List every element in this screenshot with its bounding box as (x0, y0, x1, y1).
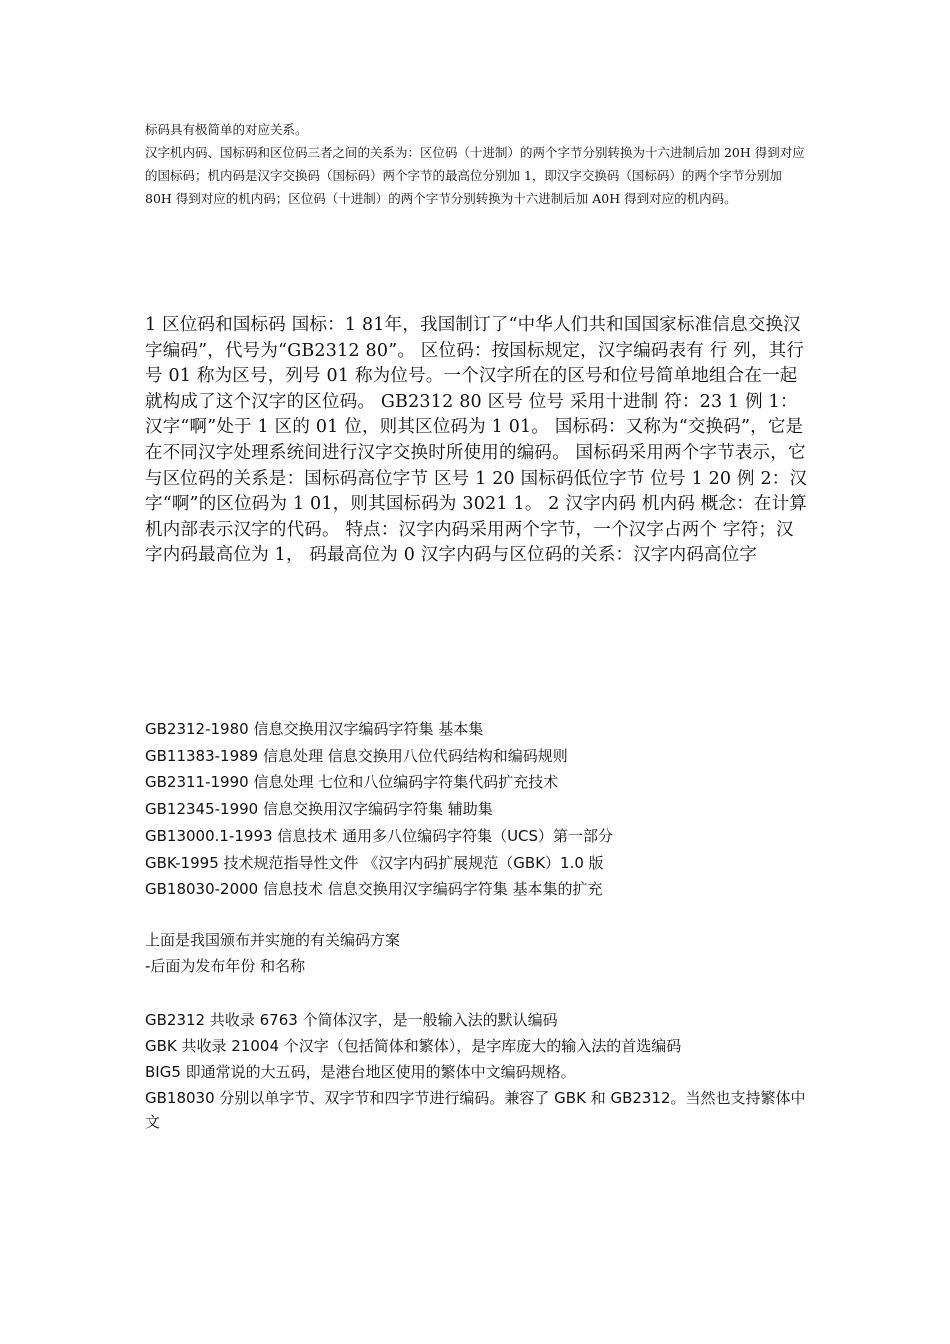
encoding-gb2312: GB2312 共收录 6763 个简体汉字，是一般输入法的默认编码 (145, 1011, 558, 1029)
list-item: GB13000.1-1993 信息技术 通用多八位编码字符集（UCS）第一部分 (145, 826, 614, 845)
list-item: GB11383-1989 信息处理 信息交换用八位代码结构和编码规则 (145, 746, 568, 765)
list-item: GB18030-2000 信息技术 信息交换用汉字编码字符集 基本集的扩充 (145, 880, 603, 899)
list-item: GB2311-1990 信息处理 七位和八位编码字符集代码扩充技术 (145, 773, 559, 792)
note-line-2: -后面为发布年份 和名称 (145, 957, 306, 975)
list-item: GB2312-1980 信息交换用汉字编码字符集 基本集 (145, 720, 484, 738)
intro-paragraph: 汉字机内码、国标码和区位码三者之间的关系为：区位码（十进制）的两个字节分别转换为十六进制后加 20H 得到对应的国标码；机内码是汉字交换码（国标码）两个字节的最高位分别加 1，即汉字交换码（国标码）的两个字节分别加 80H 得到对应的机内码；区位码（十进制）的两个字节分别转换为十六进制后加 A0H 得到对应的机内码。 (145, 145, 805, 206)
list-item: GB12345-1990 信息交换用汉字编码字符集 辅助集 (145, 800, 493, 819)
note-line-1: 上面是我国颁布并实施的有关编码方案 (145, 931, 401, 949)
main-paragraph: 1 区位码和国标码 国标：1 81年，我国制订了“中华人们共和国国家标准信息交换汉字编码”，代号为“GB2312 80”。 区位码：按国标规定，汉字编码表有 行 列，其行号 01 称为区号，列号 01 称为位号。一个汉字所在的区号和位号简单地组合在一起就构成了这个汉字的区位码。 GB2312 80 区号 位号 采用十进制 符：23 1 例 1：汉字“啊”处于 1 区的 01 位，则其区位码为 1 01。 国标码：又称为“交换码”，它是在不同汉字处理系统间进行汉字交换时所使用的编码。 国标码采用两个字节表示，它与区位码的关系是：国标码高位字节 区号 1 20 国标码低位字节 位号 1 20 例 2：汉字“啊”的区位码为 1 01，则其国标码为 3021 1。 2 汉字内码 机内码 概念：在计算机内部表示汉字的代码。 特点：汉字内码采用两个字节，一个汉字占两个 字符；汉字内码最高位为 1， 码最高位为 0 汉字内码与区位码的关系：汉字内码高位字 (145, 315, 808, 566)
encoding-big5: BIG5 即通常说的大五码，是港台地区使用的繁体中文编码规格。 (145, 1063, 576, 1081)
list-item: GBK-1995 技术规范指导性文件 《汉字内码扩展规范（GBK）1.0 版 (145, 853, 604, 872)
encoding-gb18030: GB18030 分别以单字节、双字节和四字节进行编码。兼容了 GBK 和 GB2312。当然也支持繁体中文 (145, 1089, 806, 1131)
standards-list (145, 716, 810, 903)
encoding-gbk: GBK 共收录 21004 个汉字（包括简体和繁体），是字库庞大的输入法的首选编码 (145, 1037, 682, 1055)
intro-line: 标码具有极简单的对应关系。 (145, 122, 308, 137)
